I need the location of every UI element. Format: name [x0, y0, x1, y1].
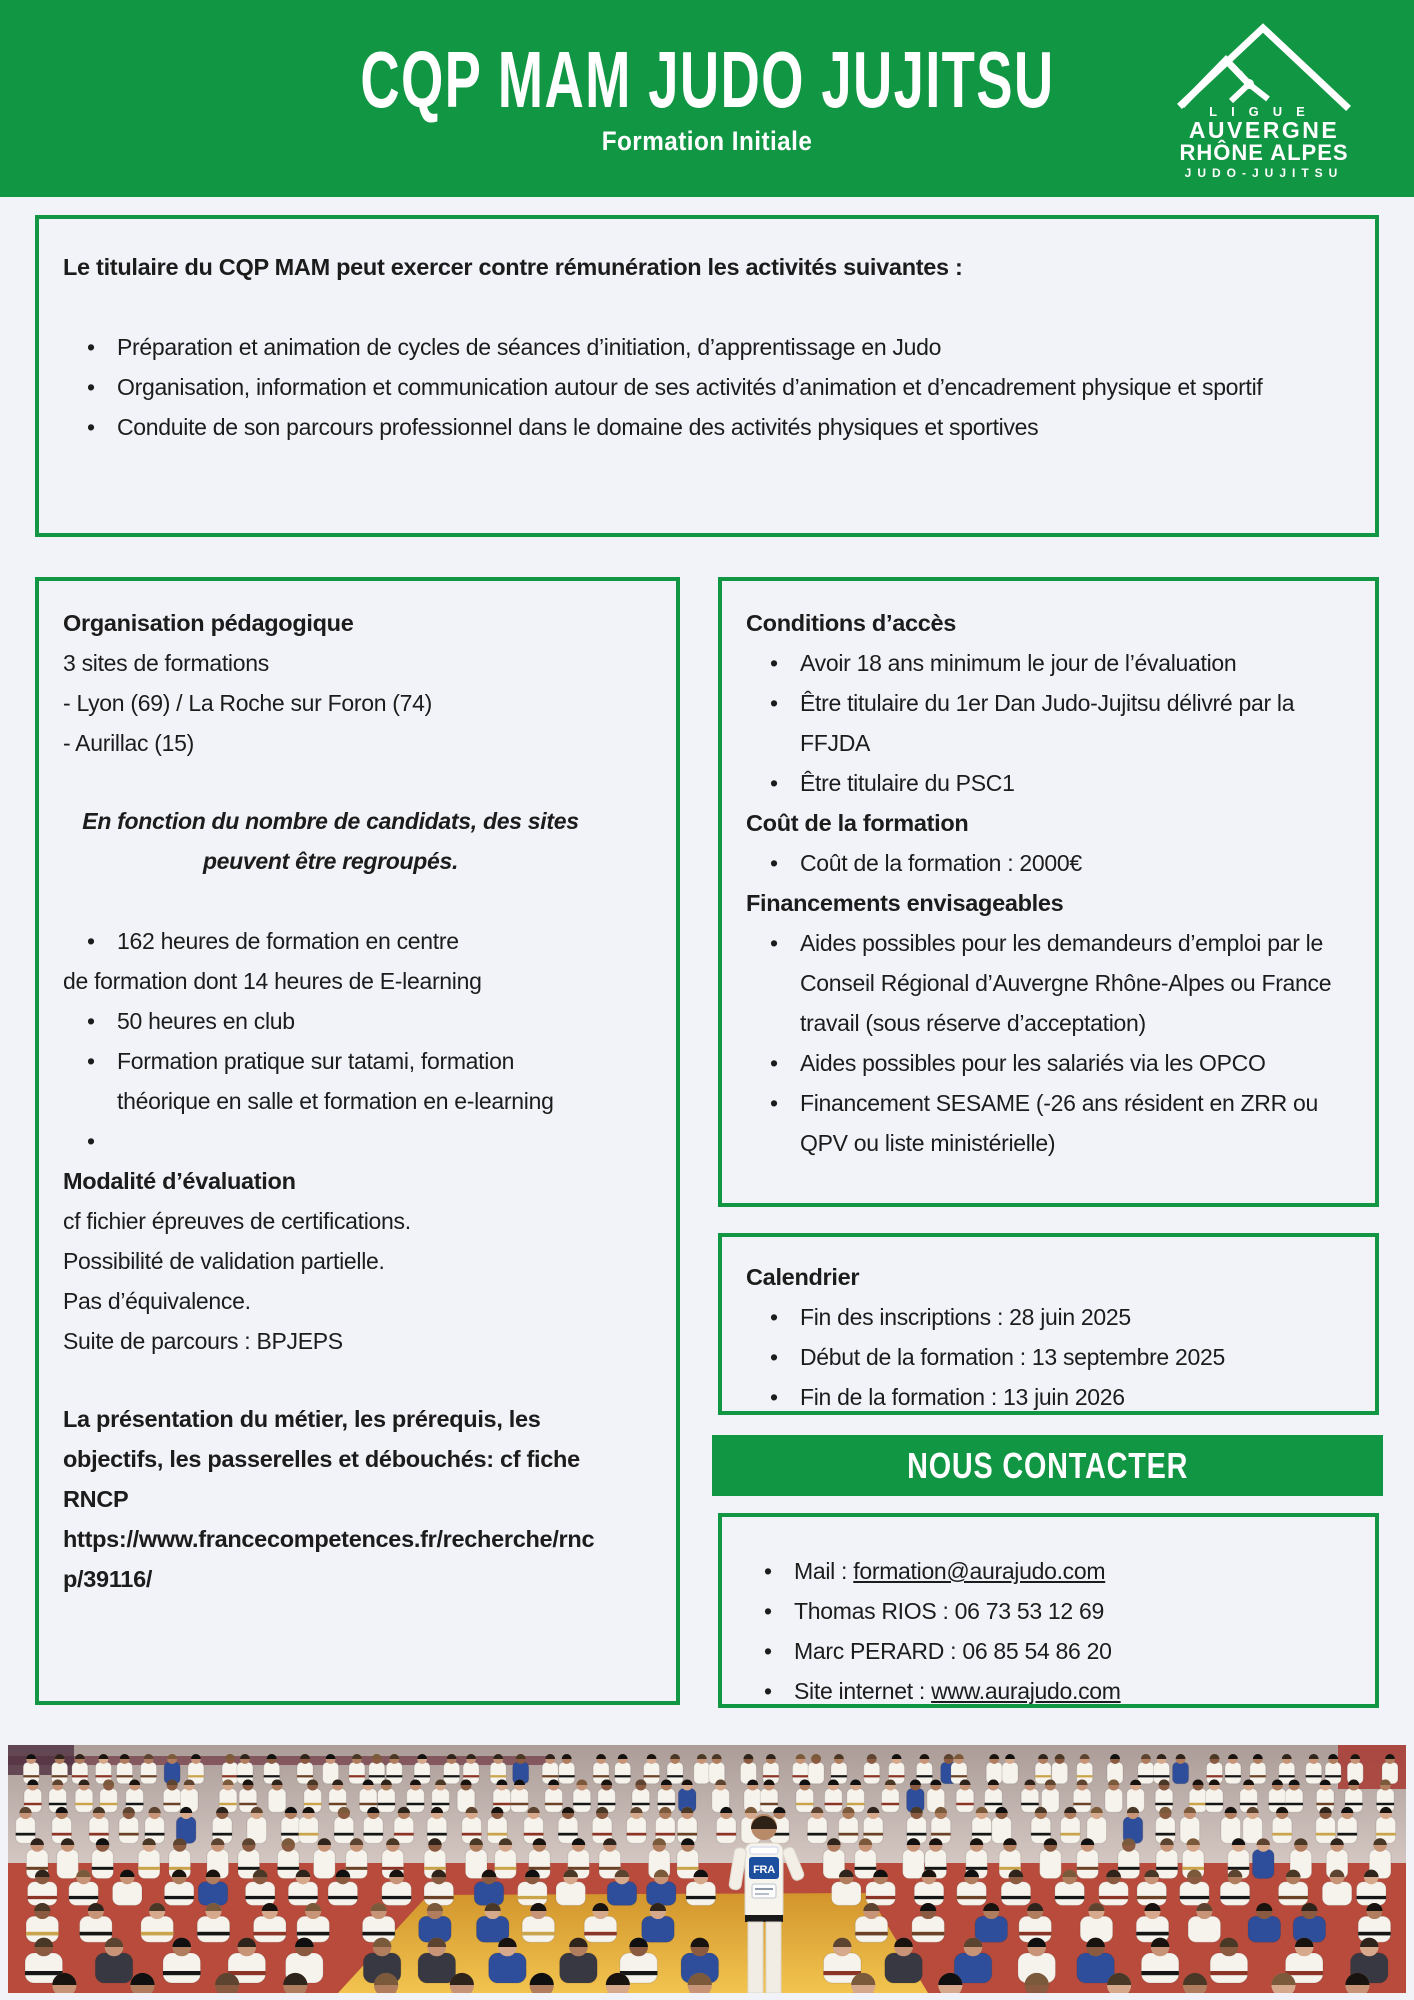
org-site-1: - Lyon (69) / La Roche sur Foron (74): [63, 690, 432, 716]
contact-list: [740, 1551, 1357, 1711]
league-logo: [1148, 12, 1380, 184]
logo-line-ligue: LIGUE: [1209, 104, 1319, 119]
list-item: • 50 heures en club: [63, 1001, 598, 1041]
org-sites-count: 3 sites de formations: [63, 650, 269, 676]
list-item: • Coût de la formation : 2000€: [746, 843, 1351, 883]
list-item: • Conduite de son parcours professionnel dans le domaine des activités physiques et sportives: [63, 407, 1315, 447]
eval-line: Pas d’équivalence.: [63, 1288, 251, 1314]
rncp-text: La présentation du métier, les prérequis, les objectifs, les passerelles et débouchés: cf fiche RNCP: [63, 1406, 580, 1512]
page-subtitle: Formation Initiale: [601, 126, 813, 156]
cost-list: [746, 843, 1351, 883]
access-list: [746, 643, 1351, 803]
list-item: • Organisation, information et communication autour de ses activités d’animation et d’encadrement physique et sportif: [63, 367, 1315, 407]
belt-knot-icon: [1231, 72, 1268, 101]
page-title: CQP MAM JUDO JUJITSU: [359, 35, 1055, 124]
logo-line-judo-jujitsu: JUDO-JUJITSU: [1184, 166, 1344, 180]
funding-list: [746, 923, 1351, 1163]
section-title-organisation: Organisation pédagogique: [63, 610, 354, 636]
contact-banner: NOUS CONTACTER: [712, 1435, 1383, 1496]
hours-continuation: de formation dont 14 heures de E-learning: [63, 968, 482, 994]
contact-phone-item: • Marc PERARD : 06 85 54 86 20: [740, 1631, 1357, 1671]
list-item: • Financement SESAME (-26 ans résident en ZRR ou QPV ou liste ministérielle): [746, 1083, 1351, 1163]
pedagogy-box: [35, 577, 680, 1705]
calendar-list: [746, 1297, 1351, 1417]
list-item: • Aides possibles pour les salariés via les OPCO: [746, 1043, 1351, 1083]
logo-line-auvergne: AUVERGNE: [1188, 117, 1340, 143]
intro-heading: Le titulaire du CQP MAM peut exercer contre rémunération les activités suivantes :: [63, 254, 963, 280]
header-banner: [0, 0, 1414, 197]
section-title-access: Conditions d’accès: [746, 610, 957, 636]
contact-mail-item: • Mail : formation@aurajudo.com: [740, 1551, 1357, 1591]
hours-list: [63, 921, 598, 961]
list-item: • Aides possibles pour les demandeurs d’emploi par le Conseil Régional d’Auvergne Rhône-Alpes ou France travail (sous réserve d’acceptation): [746, 923, 1351, 1043]
rncp-url: https://www.francecompetences.fr/recherche/rncp/39116/: [63, 1526, 595, 1592]
org-site-2: - Aurillac (15): [63, 730, 194, 756]
rncp-paragraph: [63, 1399, 598, 1599]
eval-line: Suite de parcours : BPJEPS: [63, 1328, 343, 1354]
list-item: • Début de la formation : 13 septembre 2025: [746, 1337, 1351, 1377]
fra-patch-label: FRA: [753, 1864, 775, 1876]
list-item: • Être titulaire du PSC1: [746, 763, 1351, 803]
list-item: • Préparation et animation de cycles de séances d’initiation, d’apprentissage en Judo: [63, 327, 1315, 367]
section-title-calendar: Calendrier: [746, 1264, 860, 1290]
eval-line: Possibilité de validation partielle.: [63, 1248, 385, 1274]
contact-box: [718, 1513, 1379, 1708]
grouping-note: En fonction du nombre de candidats, des sites peuvent être regroupés.: [82, 808, 579, 874]
website-link[interactable]: www.aurajudo.com: [931, 1678, 1121, 1704]
section-title-funding: Financements envisageables: [746, 890, 1064, 916]
list-item: • Avoir 18 ans minimum le jour de l’évaluation: [746, 643, 1351, 683]
intro-box: [35, 215, 1379, 537]
hours-list-2: [63, 1001, 598, 1161]
logo-line-rhone-alpes: RHÔNE ALPES: [1179, 140, 1349, 165]
list-item: • Être titulaire du 1er Dan Judo-Jujitsu délivré par la FFJDA: [746, 683, 1351, 763]
conditions-box: [718, 577, 1379, 1207]
eval-line: cf fichier épreuves de certifications.: [63, 1208, 411, 1234]
empty-list-item: [63, 1121, 598, 1161]
list-item: • Fin de la formation : 13 juin 2026: [746, 1377, 1351, 1417]
list-item: • Formation pratique sur tatami, formation théorique en salle et formation en e-learning: [63, 1041, 598, 1121]
section-title-cost: Coût de la formation: [746, 810, 969, 836]
intro-list: [63, 327, 1315, 447]
list-item: • 162 heures de formation en centre: [63, 921, 598, 961]
calendar-box: [718, 1233, 1379, 1415]
list-item: • Fin des inscriptions : 28 juin 2025: [746, 1297, 1351, 1337]
mail-link[interactable]: formation@aurajudo.com: [853, 1558, 1106, 1584]
footer-photo: [8, 1745, 1406, 1993]
section-title-evaluation: Modalité d’évaluation: [63, 1168, 296, 1194]
contact-phone-item: • Thomas RIOS : 06 73 53 12 69: [740, 1591, 1357, 1631]
contact-site-item: • Site internet : www.aurajudo.com: [740, 1671, 1357, 1711]
